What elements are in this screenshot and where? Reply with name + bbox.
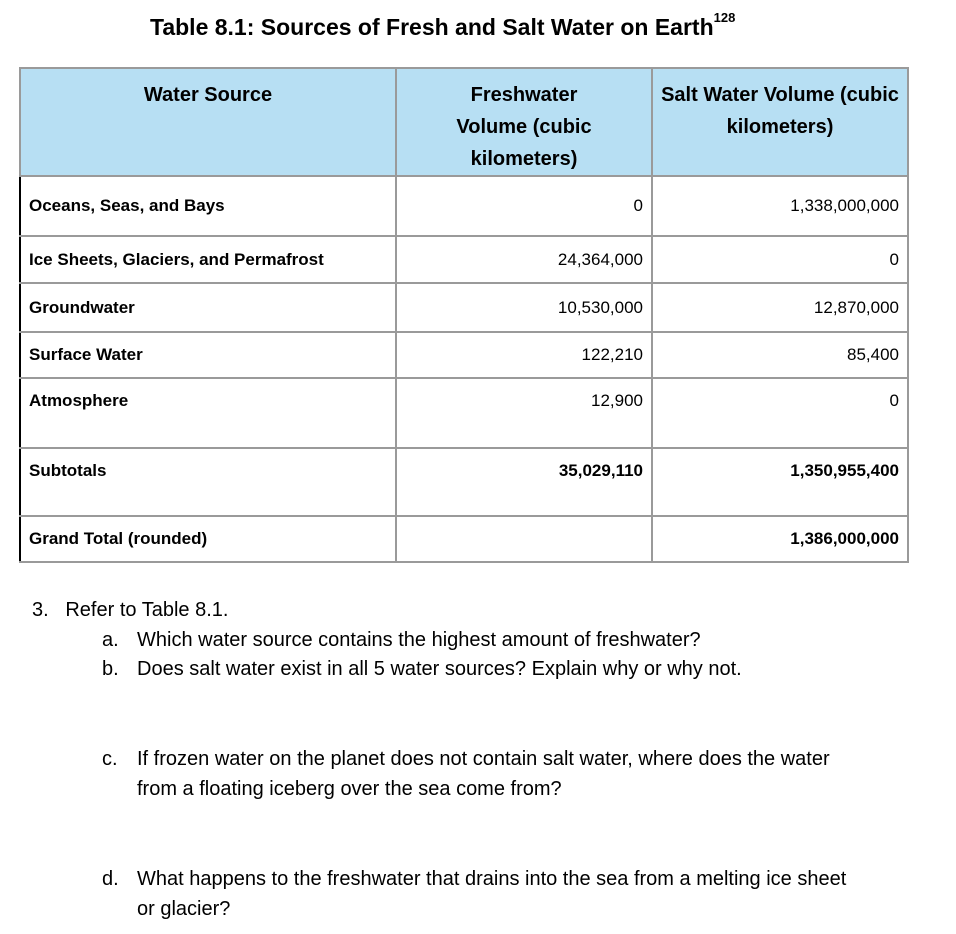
header-saltwater-volume: Salt Water Volume (cubic kilometers): [652, 68, 908, 176]
sub-question-text: Which water source contains the highest amount of freshwater?: [137, 629, 701, 651]
table-row: [20, 236, 908, 283]
sub-question-text-continued: from a floating iceberg over the sea come from?: [137, 778, 562, 800]
table-row: [20, 378, 908, 448]
row-source: Atmosphere: [20, 378, 396, 448]
grand-total-row: [20, 516, 908, 562]
row-saltwater-value: 1,350,955,400: [652, 448, 908, 516]
sub-question-text: Does salt water exist in all 5 water sources? Explain why or why not.: [137, 658, 742, 680]
table-row: [20, 332, 908, 378]
table-title: [150, 10, 736, 41]
sub-question-text-continued: or glacier?: [137, 898, 231, 920]
water-sources-table: [19, 67, 909, 563]
row-freshwater-value: 35,029,110: [396, 448, 652, 516]
sub-question-text: If frozen water on the planet does not contain salt water, where does the water: [137, 748, 830, 770]
row-freshwater-value: 0: [396, 176, 652, 236]
row-freshwater-value: 10,530,000: [396, 283, 652, 332]
row-saltwater-value: 1,338,000,000: [652, 176, 908, 236]
row-saltwater-value: 0: [652, 236, 908, 283]
row-saltwater-value: 0: [652, 378, 908, 448]
sub-question-letter: b.: [102, 658, 119, 680]
question-number: 3.: [32, 599, 49, 621]
header-water-source: Water Source: [20, 68, 396, 176]
row-saltwater-value: 1,386,000,000: [652, 516, 908, 562]
row-freshwater-value: 24,364,000: [396, 236, 652, 283]
row-freshwater-value: 12,900: [396, 378, 652, 448]
sub-question-letter: d.: [102, 868, 119, 890]
row-freshwater-value: 122,210: [396, 332, 652, 378]
row-saltwater-value: 85,400: [652, 332, 908, 378]
row-saltwater-value: 12,870,000: [652, 283, 908, 332]
row-source: Oceans, Seas, and Bays: [20, 176, 396, 236]
table-row: [20, 283, 908, 332]
row-source: Ice Sheets, Glaciers, and Permafrost: [20, 236, 396, 283]
header-freshwater-volume: Freshwater Volume (cubic kilometers): [396, 68, 652, 176]
sub-question-letter: c.: [102, 748, 118, 770]
table-title-text: Table 8.1: Sources of Fresh and Salt Water on Earth: [150, 14, 714, 40]
footnote-reference: 128: [713, 10, 736, 26]
row-source: Grand Total (rounded): [20, 516, 396, 562]
row-freshwater-value: [396, 516, 652, 562]
sub-question-text: What happens to the freshwater that drains into the sea from a melting ice sheet: [137, 868, 847, 890]
question-3: [32, 596, 228, 625]
row-source: Surface Water: [20, 332, 396, 378]
table-header-row: [20, 68, 908, 176]
row-source: Groundwater: [20, 283, 396, 332]
sub-question-letter: a.: [102, 629, 119, 651]
table-row: [20, 176, 908, 236]
subtotals-row: [20, 448, 908, 516]
question-text: Refer to Table 8.1.: [65, 599, 229, 621]
row-source: Subtotals: [20, 448, 396, 516]
